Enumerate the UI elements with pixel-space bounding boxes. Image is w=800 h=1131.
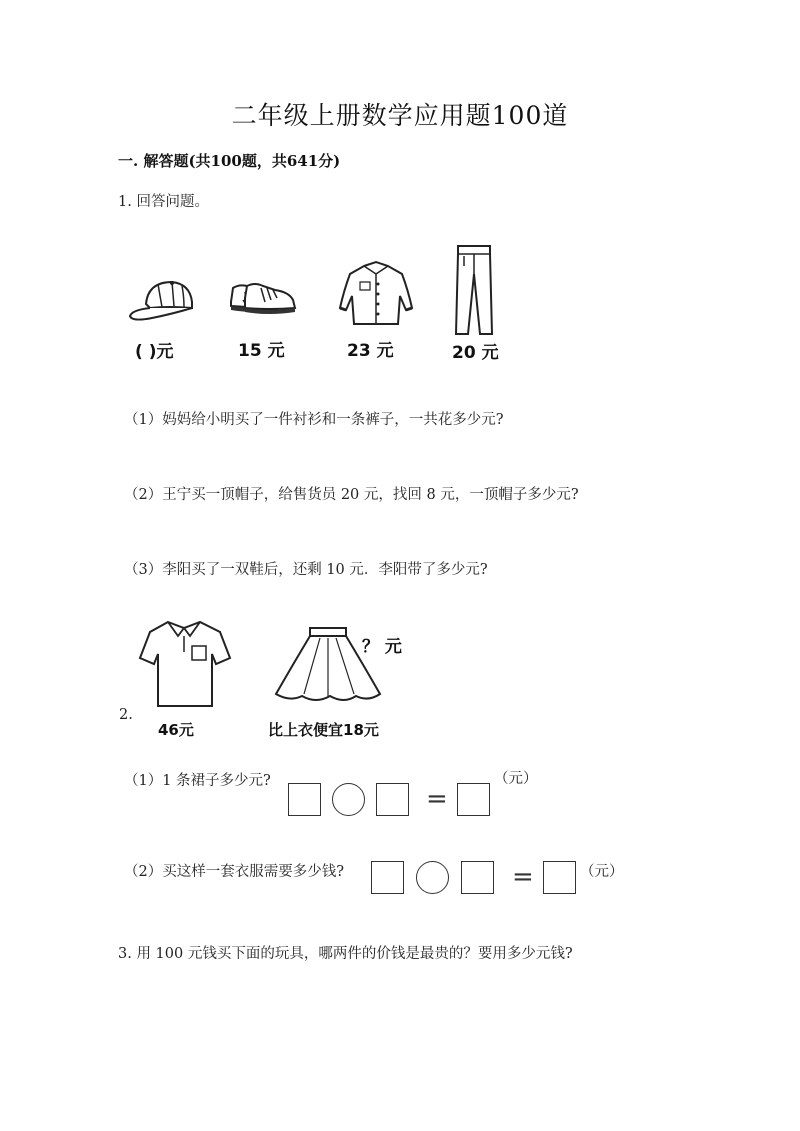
question-2-sub1: （1）1 条裙子多少元? (124, 773, 271, 789)
pants-price: 20 元 (452, 343, 499, 363)
unit-label: （元） (580, 864, 624, 880)
answer-box[interactable] (371, 861, 404, 894)
shoes-illustration (225, 278, 297, 318)
answer-box[interactable] (457, 783, 490, 816)
hat-price: ( )元 (135, 342, 174, 362)
question-1-label: 1. 回答问题。 (118, 194, 209, 210)
answer-box[interactable] (543, 861, 576, 894)
question-3-label: 3. 用 100 元钱买下面的玩具，哪两件的价钱是最贵的？要用多少元钱? (118, 946, 573, 962)
operator-circle[interactable] (416, 861, 449, 894)
section-header: 一. 解答题(共100题，共641分) (118, 152, 341, 170)
question-2-label: 2. (119, 707, 133, 723)
answer-box[interactable] (288, 783, 321, 816)
answer-box[interactable] (461, 861, 494, 894)
question-1-sub1: （1）妈妈给小明买了一件衬衫和一条裤子，一共花多少元? (124, 412, 504, 428)
page-title: 二年级上册数学应用题100道 (231, 101, 569, 130)
tshirt-price: 46元 (158, 721, 194, 739)
tshirt-illustration (138, 618, 232, 710)
shirt-illustration (336, 260, 416, 328)
skirt-price-unknown: ？ 元 (362, 637, 402, 657)
answer-box[interactable] (376, 783, 409, 816)
hat-illustration (128, 278, 198, 324)
question-1-sub2: （2）王宁买一顶帽子，给售货员 20 元，找回 8 元，一顶帽子多少元? (124, 487, 579, 503)
unit-label: （元） (494, 771, 538, 787)
question-1-sub3: （3）李阳买了一双鞋后，还剩 10 元．李阳带了多少元? (124, 562, 488, 578)
operator-circle[interactable] (332, 783, 365, 816)
equals-sign: = (426, 784, 448, 814)
pants-illustration (452, 244, 496, 336)
skirt-price-note: 比上衣便宜18元 (268, 721, 379, 739)
question-2-sub2: （2）买这样一套衣服需要多少钱? (124, 864, 344, 880)
equals-sign: = (512, 862, 534, 892)
shirt-price: 23 元 (347, 341, 394, 361)
shoes-price: 15 元 (238, 341, 285, 361)
